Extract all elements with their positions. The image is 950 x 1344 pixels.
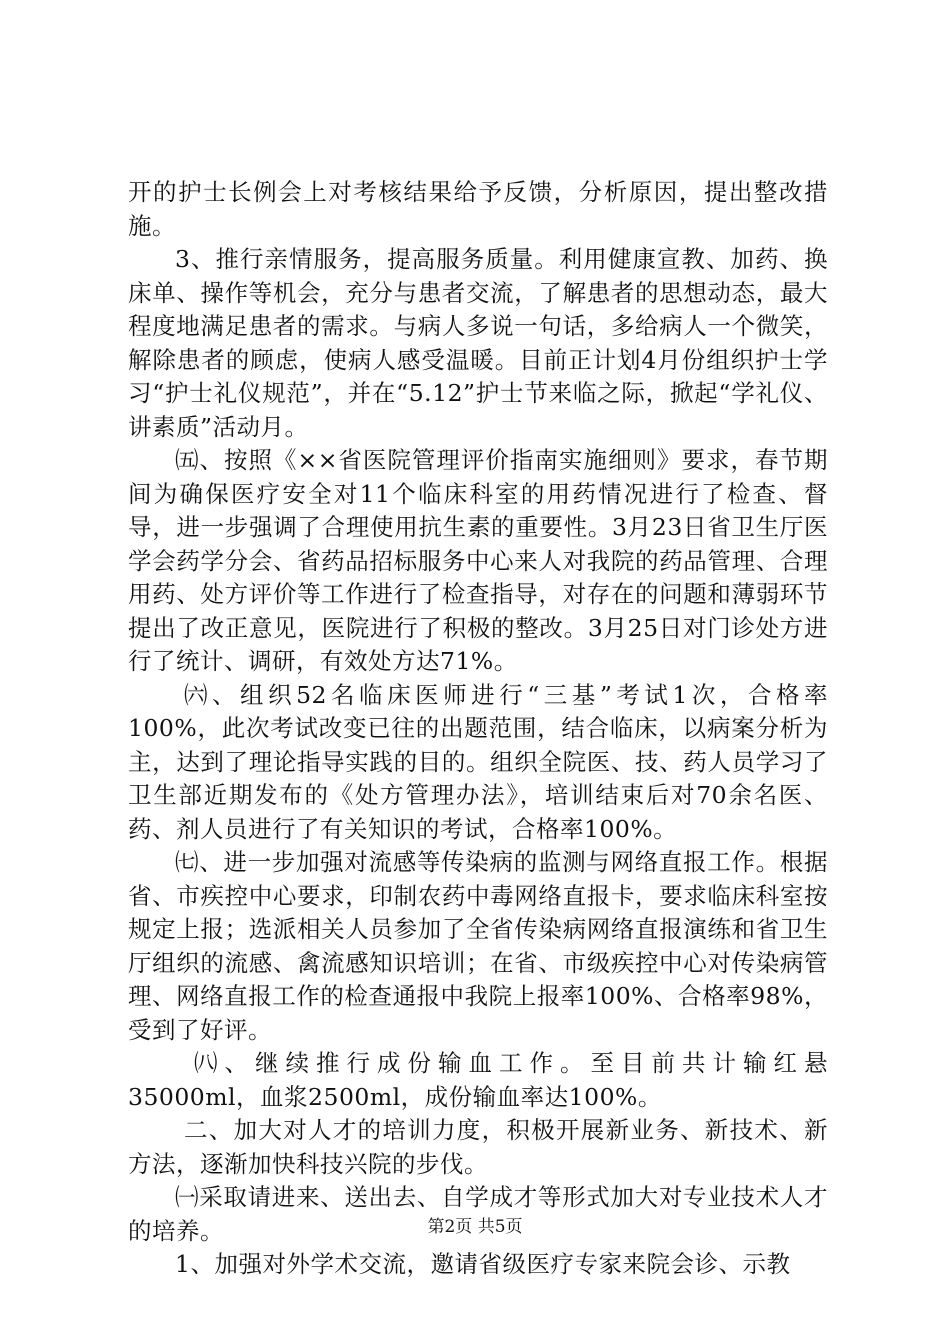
page-number-footer: 第2页 共5页 [427,1217,523,1237]
paragraph-3: ㈤、按照《××省医院管理评价指南实施细则》要求，春节期间为确保医疗安全对11个临床科室的用药情况进行了检查、督导，进一步强调了合理使用抗生素的重要性。3月23日省卫生厅医学会药学分会、省药品招标服务中心来人对我院的药品管理、合理用药、处方评价等工作进行了检查指导，对存在的问题和薄弱环节提出了改正意见，医院进行了积极的整改。3月25日对门诊处方进行了统计、调研，有效处方达71%。 [128,446,828,675]
paragraph-7: 二、加大对人才的培训力度，积极开展新业务、新技术、新方法，逐渐加快科技兴院的步伐。 [128,1116,828,1178]
paragraph-8: ㈠采取请进来、送出去、自学成才等形式加大对专业技术人才的培养。 [128,1183,828,1245]
paragraph-2: 3、推行亲情服务，提高服务质量。利用健康宣教、加药、换床单、操作等机会，充分与患者交流，了解患者的思想动态，最大程度地满足患者的需求。与病人多说一句话，多给病人一个微笑，解除患者的顾虑，使病人感受温暖。目前正计划4月份组织护士学习“护士礼仪规范”，并在“5.12”护士节来临之际，掀起“学礼仪、讲素质”活动月。 [128,245,828,441]
paragraph-6: ㈧、继续推行成份输血工作。至目前共计输红悬35000ml，血浆2500ml，成份输血率达100%。 [128,1049,828,1111]
document-page [128,176,828,1282]
paragraph-5: ㈦、进一步加强对流感等传染病的监测与网络直报工作。根据省、市疾控中心要求，印制农药中毒网络直报卡，要求临床科室按规定上报；选派相关人员参加了全省传染病网络直报演练和省卫生厅组织的流感、禽流感知识培训；在省、市级疾控中心对传染病管理、网络直报工作的检查通报中我院上报率100%、合格率98%，受到了好评。 [128,848,828,1044]
paragraph-1: 开的护士长例会上对考核结果给予反馈，分析原因，提出整改措施。 [128,178,828,240]
paragraph-9: 1、加强对外学术交流，邀请省级医疗专家来院会诊、示教 [175,1250,791,1278]
paragraph-4: ㈥、组织52名临床医师进行“三基”考试1次，合格率100%，此次考试改变已往的出题范围，结合临床，以病案分析为主，达到了理论指导实践的目的。组织全院医、技、药人员学习了卫生部近期发布的《处方管理办法》，培训结束后对70余名医、药、剂人员进行了有关知识的考试，合格率100%。 [128,680,828,843]
